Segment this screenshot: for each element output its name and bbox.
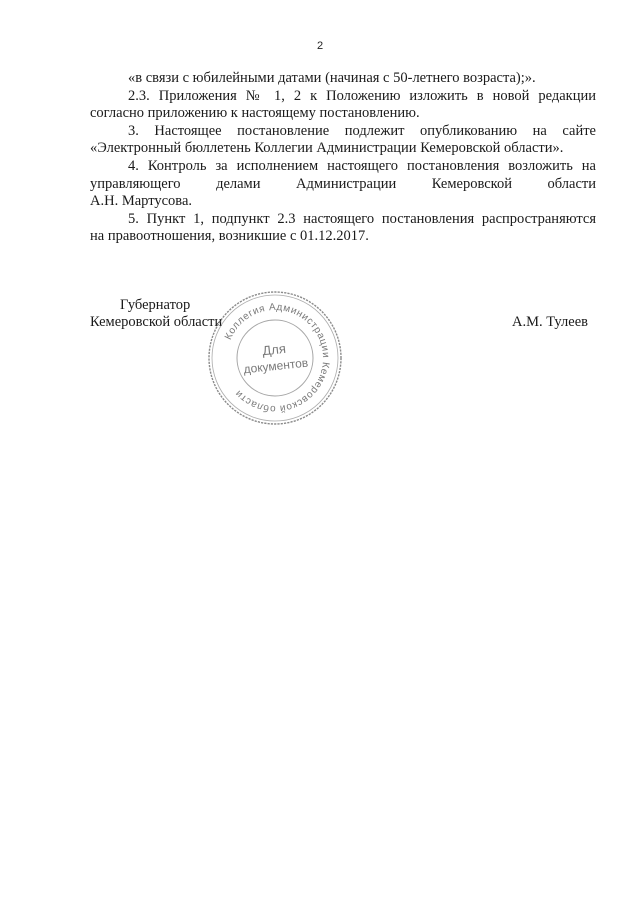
stamp-ring-textpath: Коллегия Администрации Кемеровской области <box>223 301 332 415</box>
paragraph-1 <box>90 70 596 88</box>
paragraph-5-line-2: на правоотношения, возникшие с 01.12.2017. <box>90 228 369 245</box>
paragraph-2-line-2: согласно приложению к настоящему постановлению. <box>90 105 420 122</box>
paragraph-4 <box>90 158 596 211</box>
stamp-outer-ring-2 <box>212 295 338 421</box>
paragraph-3-line-2: «Электронный бюллетень Коллегии Администрации Кемеровской области». <box>90 140 564 157</box>
paragraph-4-line-3: А.Н. Мартусова. <box>90 193 193 210</box>
paragraph-2 <box>90 88 596 123</box>
paragraph-1-line-1: «в связи с юбилейными датами (начиная с 50-летнего возраста);». <box>128 70 536 86</box>
paragraph-3-line-1: 3. Настоящее постановление подлежит опубликованию на сайте <box>128 122 596 139</box>
page-number: 2 <box>316 40 324 52</box>
paragraph-3 <box>90 123 596 158</box>
stamp-center-line-2: документов <box>242 355 309 377</box>
paragraph-5-line-1: 5. Пункт 1, подпункт 2.3 настоящего постановления распространяются <box>128 210 596 227</box>
signatory-title-line-1: Губернатор <box>120 297 191 313</box>
paragraph-4-line-1: 4. Контроль за исполнением настоящего постановления возложить на <box>128 157 596 174</box>
paragraph-2-line-1: 2.3. Приложения № 1, 2 к Положению изложить в новой редакции <box>128 87 596 104</box>
signatory-name: А.М. Тулеев <box>512 314 588 330</box>
signatory-title-line-2: Кемеровской области <box>90 314 223 330</box>
official-stamp <box>205 288 345 428</box>
paragraph-5 <box>90 211 596 246</box>
document-body <box>90 70 596 246</box>
paragraph-4-line-2: управляющего делами Администрации Кемеровской области <box>90 175 596 192</box>
stamp-center-line-1: Для <box>261 340 287 359</box>
